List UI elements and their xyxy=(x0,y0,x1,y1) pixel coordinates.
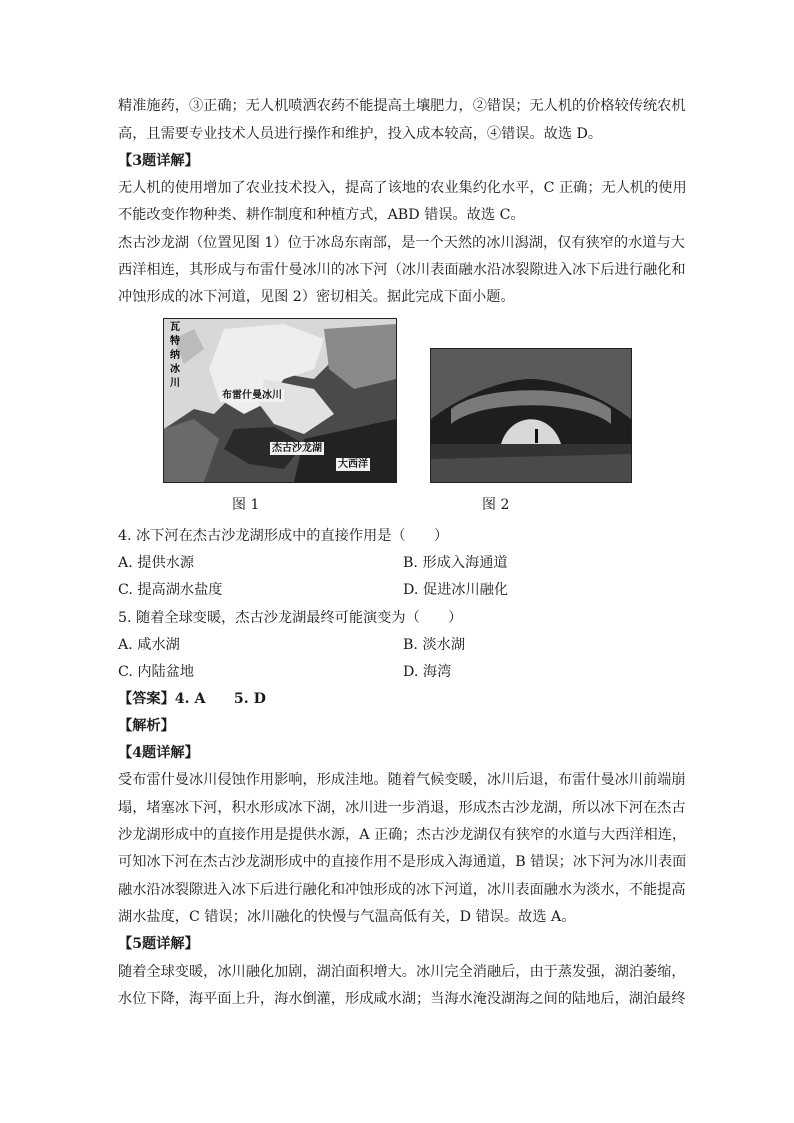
paragraph-line: 随着全球变暖，冰川融化加剧，湖泊面积增大。冰川完全消融后，由于蒸发强，湖泊萎缩， xyxy=(118,964,686,980)
analysis-heading: 【解析】 xyxy=(118,718,175,734)
question-5-option-c: C. 内陆盆地 xyxy=(118,664,195,680)
paragraph-line: 精准施药，③正确；无人机喷洒农药不能提高土壤肥力，②错误；无人机的价格较传统农机 xyxy=(118,98,686,114)
paragraph-line: 湖水盐度，C 错误；冰川融化的快慢与气温高低有关，D 错误。故选 A。 xyxy=(118,909,576,925)
paragraph-line: 融水沿冰裂隙进入冰下后进行融化和冲蚀形成的冰下河道，冰川表面融水为淡水，不能提高 xyxy=(118,882,686,898)
ice-cave-image xyxy=(431,349,631,482)
question-5-option-a: A. 咸水湖 xyxy=(118,637,180,653)
paragraph-line: 高，且需要专业技术人员进行操作和维护，投入成本较高，④错误。故选 D。 xyxy=(118,126,603,142)
question-4-option-d: D. 促进冰川融化 xyxy=(403,582,509,598)
question-5-stem: 5. 随着全球变暖，杰古沙龙湖最终可能演变为（ ） xyxy=(118,610,463,626)
paragraph-line: 塌，堵塞冰下河，积水形成冰下湖，冰川进一步消退，形成杰古沙龙湖，所以冰下河在杰古 xyxy=(118,800,686,816)
question-5-option-d: D. 海湾 xyxy=(403,664,452,680)
paragraph-line: 受布雷什曼冰川侵蚀作用影响，形成洼地。随着气候变暖，冰川后退，布雷什曼冰川前端崩 xyxy=(118,772,686,788)
paragraph-line: 冲蚀形成的冰下河道，见图 2）密切相关。据此完成下面小题。 xyxy=(118,289,515,305)
label-lake: 杰古沙龙湖 xyxy=(272,443,322,454)
answer-label: 【答案】4. A 5. D xyxy=(118,691,266,707)
paragraph-line: 杰古沙龙湖（位置见图 1）位于冰岛东南部，是一个天然的冰川潟湖，仅有狭窄的水道与大 xyxy=(118,235,685,251)
figure-2-caption: 图 2 xyxy=(482,497,510,513)
paragraph-line: 西洋相连，其形成与布雷什曼冰川的冰下河（冰川表面融水沿冰裂隙进入冰下后进行融化和 xyxy=(118,262,686,278)
section-heading: 【4题详解】 xyxy=(118,745,199,761)
label-breida-glacier: 布雷什曼冰川 xyxy=(222,390,282,401)
paragraph-line: 可知冰下河在杰古沙龙湖形成中的直接作用不是形成入海通道，B 错误；冰下河为冰川表面 xyxy=(118,854,687,870)
question-4-option-b: B. 形成入海通道 xyxy=(403,555,508,571)
question-4-stem: 4. 冰下河在杰古沙龙湖形成中的直接作用是（ ） xyxy=(118,528,449,544)
figure-1-satellite-image xyxy=(163,318,397,483)
label-vatna-glacier: 瓦特纳冰川 xyxy=(170,322,180,389)
question-5-option-b: B. 淡水湖 xyxy=(403,637,466,653)
question-4-option-a: A. 提供水源 xyxy=(118,555,195,571)
figure-1-caption: 图 1 xyxy=(232,497,260,513)
paragraph-line: 沙龙湖形成中的直接作用是提供水源，A 正确；杰古沙龙湖仅有狭窄的水道与大西洋相连， xyxy=(118,827,687,843)
section-heading: 【3题详解】 xyxy=(118,153,199,169)
section-heading: 【5题详解】 xyxy=(118,936,199,952)
paragraph-line: 不能改变作物种类、耕作制度和种植方式，ABD 错误。故选 C。 xyxy=(118,207,525,223)
label-atlantic: 大西洋 xyxy=(338,459,368,470)
question-4-option-c: C. 提高湖水盐度 xyxy=(118,582,223,598)
paragraph-line: 水位下降，海平面上升，海水倒灌，形成咸水湖；当海水淹没湖海之间的陆地后，湖泊最终 xyxy=(118,991,686,1007)
paragraph-line: 无人机的使用增加了农业技术投入，提高了该地的农业集约化水平，C 正确；无人机的使用 xyxy=(118,180,687,196)
figure-2-ice-cave-photo xyxy=(430,348,632,483)
